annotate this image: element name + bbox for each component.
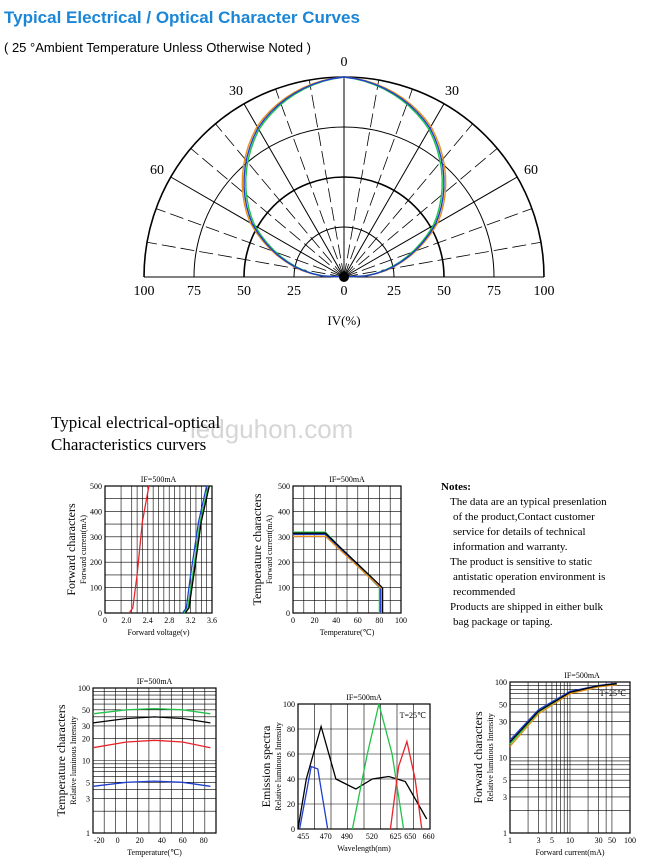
y-tick-label: 200 xyxy=(90,558,102,568)
mini-chart xyxy=(259,693,435,853)
chart-annotation: T=25℃ xyxy=(399,711,426,720)
y-tick-label: 60 xyxy=(287,750,295,759)
chart-title: IF=500mA xyxy=(140,475,177,484)
x-tick-label: 520 xyxy=(365,832,378,841)
x-tick-label: 5 xyxy=(549,836,554,845)
page-title: Typical Electrical / Optical Character Curves xyxy=(4,8,360,27)
notes xyxy=(441,480,651,630)
y-tick-label: 5 xyxy=(86,778,90,788)
x-axis-label: Temperature(℃) xyxy=(127,848,182,857)
series-line xyxy=(293,533,383,613)
polar-radial-label: 50 xyxy=(437,284,451,299)
y-tick-label: 3 xyxy=(503,792,507,802)
y-tick-label: 3 xyxy=(86,794,90,804)
section-title-line: Characteristics curvers xyxy=(51,435,207,454)
notes-title: Notes: xyxy=(441,481,471,493)
y-axis-label: Temperature characters xyxy=(250,493,264,606)
x-tick-label: 60 xyxy=(178,836,187,845)
y-axis-label-2: Relative luminous Intensity xyxy=(274,722,283,811)
notes-line: information and warranty. xyxy=(453,541,568,553)
y-tick-label: 50 xyxy=(499,700,507,710)
polar-radial-label: 75 xyxy=(187,284,201,299)
chart-title: IF=500mA xyxy=(136,677,173,686)
y-tick-label: 500 xyxy=(278,482,290,491)
y-axis-label: Forward characters xyxy=(471,711,485,804)
y-axis-label: Temperature characters xyxy=(54,704,68,817)
series-line xyxy=(93,781,210,786)
y-tick-label: 30 xyxy=(499,717,507,727)
notes-line: antistatic operation environment is xyxy=(453,571,606,583)
polar-radial-label: 50 xyxy=(237,284,251,299)
polar-angle-label: 0 xyxy=(340,55,348,70)
x-tick-label: 20 xyxy=(135,836,144,845)
polar-radial-label: 25 xyxy=(287,284,301,299)
y-axis-label-2: Forward current(mA) xyxy=(265,514,274,585)
notes-line: The data are an typical presenlation xyxy=(450,496,607,508)
chart-title: IF=500mA xyxy=(564,671,600,680)
y-tick-label: 5 xyxy=(503,776,507,786)
x-tick-label: 3 xyxy=(536,836,541,845)
y-tick-label: 500 xyxy=(90,482,102,491)
x-tick-label: 80 xyxy=(375,616,384,625)
polar-radial-label: 25 xyxy=(387,284,401,299)
y-tick-label: 50 xyxy=(82,705,90,715)
x-tick-label: 455 xyxy=(297,832,310,841)
notes-line: Products are shipped in either bulk xyxy=(450,601,604,613)
y-tick-label: 400 xyxy=(90,507,102,517)
y-tick-label: 40 xyxy=(287,775,295,784)
notes-line: bag package or taping. xyxy=(453,616,553,628)
polar-axis-label: IV(%) xyxy=(327,313,361,328)
x-tick-label: 625 xyxy=(389,832,402,841)
x-tick-label: 30 xyxy=(594,836,603,845)
x-tick-label: 50 xyxy=(607,836,616,845)
series-line xyxy=(93,717,210,723)
watermark: ledguhon.com xyxy=(190,414,354,444)
y-tick-label: 100 xyxy=(495,678,507,687)
section-title-line: Typical electrical-optical xyxy=(51,413,221,432)
y-axis-label-2: Forward current(mA) xyxy=(79,514,88,585)
y-tick-label: 200 xyxy=(278,558,290,568)
x-tick-label: 470 xyxy=(319,832,332,841)
chart-title: IF=500mA xyxy=(346,693,382,702)
x-tick-label: 2.4 xyxy=(142,616,153,625)
x-tick-label: 100 xyxy=(624,836,636,845)
y-tick-label: 20 xyxy=(82,734,90,744)
y-tick-label: 400 xyxy=(278,507,290,517)
notes-line: service for details of technical xyxy=(453,526,586,538)
x-tick-label: 2.0 xyxy=(121,616,132,625)
mini-chart xyxy=(250,475,407,637)
mini-chart xyxy=(471,671,636,857)
y-tick-label: 30 xyxy=(82,721,90,731)
x-tick-label: 490 xyxy=(340,832,353,841)
x-tick-label: -20 xyxy=(93,836,105,845)
polar-angle-label: 60 xyxy=(524,163,539,178)
x-axis-label: Forward current(mA) xyxy=(535,848,605,857)
x-tick-label: 0 xyxy=(103,616,107,625)
notes-line: recommended xyxy=(453,586,516,598)
x-tick-label: 10 xyxy=(566,836,574,845)
x-tick-label: 40 xyxy=(157,836,166,845)
x-tick-label: 1 xyxy=(508,836,512,845)
series-line xyxy=(352,704,403,829)
y-tick-label: 80 xyxy=(287,725,295,734)
y-tick-label: 1 xyxy=(86,829,90,838)
y-axis-label-2: Relative luminous Intensity xyxy=(69,716,78,805)
polar-angle-label: 60 xyxy=(149,163,164,178)
y-tick-label: 100 xyxy=(78,684,90,693)
notes-line: of the product,Contact customer xyxy=(453,511,595,523)
series-line xyxy=(93,740,210,747)
x-tick-label: 650 xyxy=(404,832,417,841)
x-axis-label: Forward voltage(v) xyxy=(127,628,190,637)
mini-chart xyxy=(64,475,217,637)
x-axis-label: Wavelength(nm) xyxy=(337,844,391,853)
x-tick-label: 100 xyxy=(395,616,407,625)
y-tick-label: 10 xyxy=(499,753,507,763)
y-tick-label: 1 xyxy=(503,829,507,838)
y-tick-label: 300 xyxy=(90,532,102,542)
y-axis-label: Forward characters xyxy=(64,503,78,596)
polar-radial-label: 100 xyxy=(133,284,155,299)
y-axis-label: Emission spectra xyxy=(259,725,273,808)
x-tick-label: 60 xyxy=(353,616,362,625)
page-subtitle: ( 25 °Ambient Temperature Unless Otherwise Noted ) xyxy=(4,40,311,55)
chart-title: IF=500mA xyxy=(329,475,365,484)
y-tick-label: 0 xyxy=(98,609,102,618)
chart-annotation: T=25℃ xyxy=(599,689,626,698)
x-tick-label: 80 xyxy=(199,836,208,845)
y-axis-label-2: Relative luminous Intensity xyxy=(486,713,495,802)
y-tick-label: 10 xyxy=(82,756,90,766)
polar-radial-label: 75 xyxy=(487,284,501,299)
x-tick-label: 20 xyxy=(310,616,319,625)
x-tick-label: 660 xyxy=(422,832,435,841)
mini-chart xyxy=(54,677,216,857)
x-tick-label: 3.2 xyxy=(185,616,196,625)
polar-radial-label: 0 xyxy=(340,284,348,299)
notes-line: The product is sensitive to static xyxy=(450,556,593,568)
series-line xyxy=(390,742,421,830)
y-tick-label: 20 xyxy=(287,800,295,809)
polar-angle-label: 30 xyxy=(445,83,459,99)
x-tick-label: 0 xyxy=(291,616,295,625)
y-tick-label: 100 xyxy=(278,583,290,593)
y-tick-label: 100 xyxy=(90,583,102,593)
x-axis-label: Temperature(℃) xyxy=(319,628,375,637)
x-tick-label: 2.8 xyxy=(164,616,175,625)
x-tick-label: 40 xyxy=(332,616,341,625)
y-tick-label: 0 xyxy=(286,609,290,618)
y-tick-label: 300 xyxy=(278,532,290,542)
polar-angle-label: 30 xyxy=(229,83,243,99)
polar-radial-label: 100 xyxy=(533,284,555,299)
y-tick-label: 100 xyxy=(283,700,295,709)
y-tick-label: 0 xyxy=(291,825,295,834)
series-line xyxy=(93,709,210,714)
x-tick-label: 0 xyxy=(115,836,120,845)
x-tick-label: 3.6 xyxy=(207,616,217,625)
